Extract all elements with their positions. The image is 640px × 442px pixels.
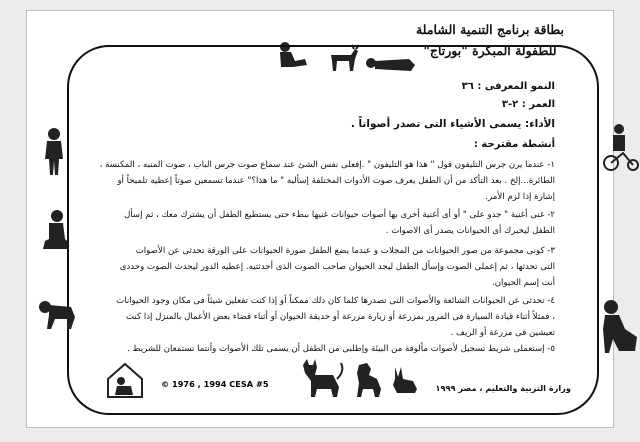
ministry-text: وزارة التربية والتعليم ، مصر ١٩٩٩ <box>435 383 571 393</box>
dog-icon <box>351 359 385 399</box>
house-logo-icon <box>105 361 145 399</box>
activity-line: ٤- تحدثى عن الحيوانات الشائعة والأصوات التى تصدرها كلما كان ذلك ممكناً أو إذا كنت تفعلين شيئاً فى مكان وجود الحيوانات <box>116 296 555 306</box>
activity-4 <box>35 293 555 341</box>
title-line-2: للطفولة المبكرة "بورتاج" <box>423 43 557 58</box>
activity-line: ٥- إستعملى شريط تسجيل لأصوات مألوفة من البيئة وإطلبى من الطفل أن يسمى تلك الأصوات وأنتما تستمعان للشريط . <box>127 344 555 354</box>
activity-line: أنت إسم الحيوان. <box>491 278 555 288</box>
age-range: العمر : ٢-٣ <box>501 99 555 110</box>
activity-3 <box>35 243 555 291</box>
goal-text: الأداء: يسمى الأشياء التى تصدر أصواتاً . <box>350 118 555 130</box>
activity-line: ١- عندما يرن جرس التليفون قول " هذا هو التليفون " .إفعلى نفس الشئ عند سماع صوت جرس الباب ، صوت المنبه ، المكنسة ، <box>99 160 555 170</box>
activity-line: إشارة إذا لزم الأمر. <box>485 192 555 202</box>
activity-line: الطائرة...إلخ . بعد التأكد من أن الطفل يعرف صوت الأدوات المختلفة إسأليه " ما هذا؟" عندما تسمعين صوتاً إعطيه تلميحاً أو <box>117 176 555 186</box>
tricycle-child-icon <box>601 123 640 173</box>
title-line-1: بطاقة برنامج التنمية الشاملة <box>415 22 564 37</box>
rabbit-icon <box>389 365 419 395</box>
activity-line: ٢- غنى أغنية " جدو على " أو أى أغنية أخرى بها أصوات حيوانات غنيها ببطء حتى يستطيع الطفل أن يشترك معك ، ثم إسأل <box>124 210 555 220</box>
kneeling-adult-icon <box>599 299 640 355</box>
activity-line: تعيشين فى مزرعة أو الريف . <box>450 328 555 338</box>
activity-line: ٣- كونى مجموعة من صور الحيوانات من المجلات و عندما يضع الطفل صورة الحيوانات على الورقة تحدثى عن الأصوات <box>135 246 555 256</box>
domain-number: النمو المعرفى : ٣٦ <box>461 81 555 92</box>
activity-line: الطفل ليخبرك أى الحيوانات يصدر أى الاصوات . <box>385 226 555 236</box>
card-page <box>26 10 614 428</box>
activity-line: التى تحدثها ، ثم إعملى الصوت وإسأل الطفل ليجد الحيوان صاحب الصوت الذى أحدثتيه. إعطيه الدور ليحدث الصوت وحددى <box>119 262 555 272</box>
activities-heading: أنشطة مقترحة : <box>473 139 555 150</box>
cat-icon <box>297 357 345 399</box>
activity-5 <box>35 341 555 357</box>
activity-2 <box>35 207 555 239</box>
copyright-text: © 1976 , 1994 CESA #5 <box>161 379 269 389</box>
activity-line: ، فمثلاً أثناء قيادة السيارة فى المرور بمزرعة أو زيارة مزرعة أو حديقة الحيوان أو أثناء قضاء بعض الأعمال بالمنزل إذا كنت <box>125 312 555 322</box>
activity-1 <box>35 157 555 205</box>
